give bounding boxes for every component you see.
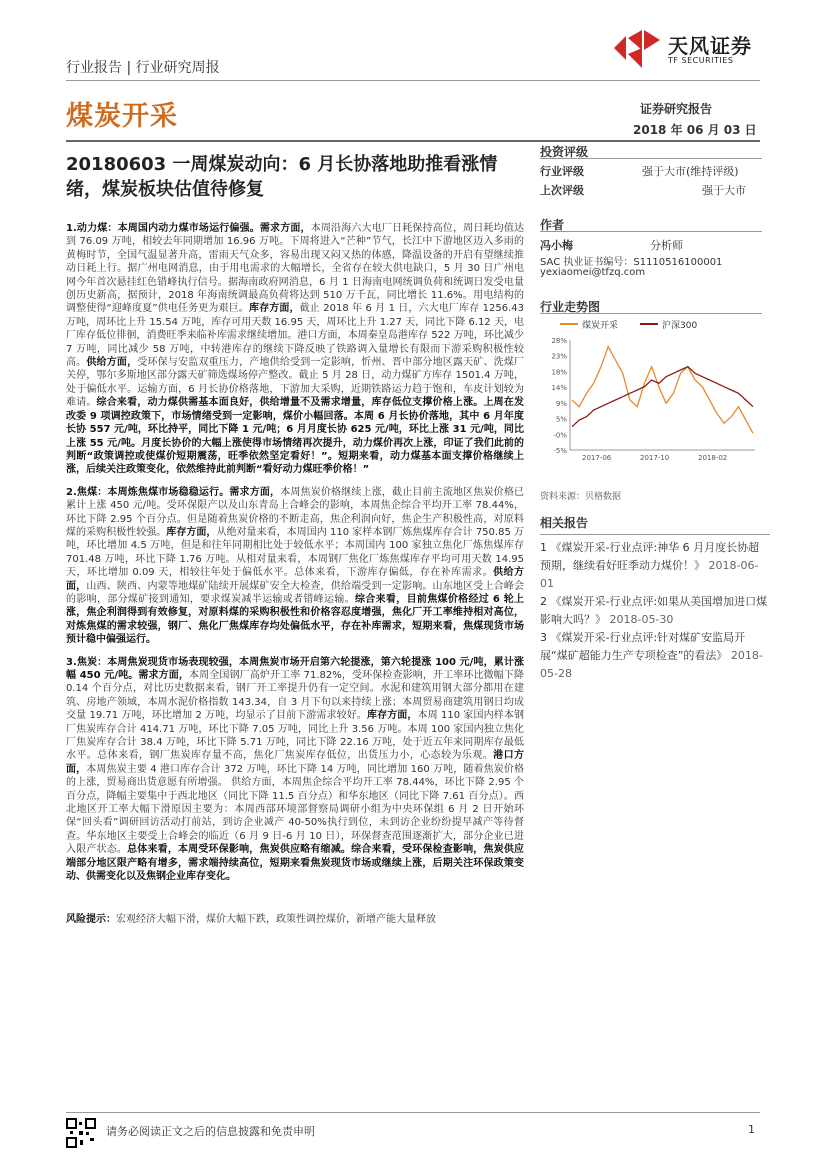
x-tick-label: 2017-10	[640, 454, 670, 462]
para-bold: 供给方面，	[66, 567, 525, 592]
page-title: 20180603 一周煤炭动向：6 月长协落地助推看涨情绪，煤炭板块估值待修复	[66, 154, 498, 200]
author-title: 作者	[540, 218, 565, 232]
para-label: 3.焦炭：	[66, 656, 108, 668]
risk-warning	[66, 910, 524, 925]
related-item[interactable]	[540, 629, 770, 683]
para-text: 本周焦炭价格继续上涨，截止目前主流地区焦炭价格已累计上涨 450 元/吨。受环保限产以及山东青岛上合峰会的影响，本周焦企综合平均开工率 78.44%，环比下降 2.95 个百分点。但是随着焦炭价格的不断走高，焦企利润向好，焦企生产积极性高，对原料煤的采购积极性较强。	[66, 486, 525, 538]
sidebar-divider	[540, 534, 770, 535]
related-text[interactable]: 1 《煤炭开采-行业点评:神华 6 月月度长协超预期，继续看好旺季动力煤价！》	[540, 541, 760, 572]
para-bold: 港口方面，	[66, 750, 525, 775]
chart-title: 行业走势图	[540, 300, 601, 314]
para-bold: 本周国内动力煤市场运行偏强。需求方面，	[117, 223, 311, 234]
x-tick-label: 2018-02	[698, 454, 728, 462]
related-date: 2018-05-28	[540, 649, 763, 680]
para-text: 山西、陕西、内蒙等地煤矿陆续开展煤矿安全大检查，供给端受到一定影响。山东地区受上合峰会的影响，部分煤矿接到通知，要求煤炭减半运输或者错峰运输。	[66, 580, 525, 605]
license-label: SAC 执业证书编号：	[540, 257, 634, 268]
sidebar-divider	[540, 158, 762, 159]
footer-disclaimer: 请务必阅读正文之后的信息披露和免责申明	[106, 1125, 315, 1138]
paragraph-thermal-coal	[66, 222, 524, 477]
related-text[interactable]: 3 《煤炭开采-行业点评:针对煤矿安监局开展“煤矿超能力生产专项检查”的看法》	[540, 631, 746, 662]
para-text: 截止 2018 年 6 月 1 日，六大电厂库存 1256.43 万吨，周环比上升 15.54 万吨，库存可用天数 16.95 天，周环比上升 1.27 天，同比下降 6.12 天，电厂库存低位徘徊，消费旺季来临补库需求继续增加。港口方面，本周秦皇岛港库存 522 万吨，环比减少 7 万吨，同比减少 58 万吨，中转港库存的继续下降反映了铁路调入量增长有限而下游采购积极性较高。	[66, 303, 525, 369]
license	[540, 253, 722, 268]
logo-subtitle: TF SECURITIES	[668, 56, 734, 65]
related-reports	[540, 514, 770, 683]
y-tick-label: 14%	[551, 384, 567, 393]
industry-rating-value: 强于大市(维持评级)	[642, 165, 739, 178]
related-date: 2018-05-30	[609, 613, 674, 626]
industry-trend-chart	[540, 312, 765, 487]
chart-svg	[540, 312, 765, 487]
breadcrumb: 行业报告 | 行业研究周报	[66, 60, 220, 76]
chart-source: 资料来源：贝格数据	[540, 492, 622, 502]
series-line	[572, 347, 753, 434]
legend-label: 沪深300	[662, 321, 698, 331]
para-bold: 综合来看，动力煤供需基本面良好，供给增量不及需求增量，库存低位支撑价格上涨。上周在发改委 9 项调控政策下，市场情绪受到一定影响，煤价小幅回落。本周 6 月长协价落地，其中 6 月年度长协 557 元/吨，环比持平，同比下降 1 元/吨；6 月月度长协 625 元/吨，环比上涨 31 元/吨，同比上涨 55 元/吨。月度长协价的大幅上涨使得市场情绪再次提升，动力煤价再次上涨，印证了我们此前的判断“政策调控或使煤价短期震荡，旺季依然坚定看好！”。短期来看，动力煤基本面支撑价格继续上涨，后续关注政策变化，依然维持此前判断“看好动力煤旺季价格！”	[66, 397, 525, 476]
logo-mark-icon	[612, 28, 664, 72]
para-bold: 库存方面，	[366, 710, 418, 722]
page-number: 1	[748, 1123, 755, 1136]
x-tick-label: 2017-06	[582, 454, 612, 462]
y-tick-label: -0%	[553, 431, 567, 440]
para-bold: 供给方面，	[86, 357, 138, 369]
section-title: 煤炭开采	[66, 101, 178, 132]
para-text: 本周 110 家国内样本钢厂焦炭库存合计 414.71 万吨，环比下降 7.05 万吨，同比上升 3.56 万吨。本周 100 家国内独立焦化厂焦炭库存合计 38.4 万吨，环比下降 5.71 万吨，同比下降 22.16 万吨，处于近五年来同期库存最低水平。总体来看，钢厂焦炭库存量不高，焦化厂焦炭库存低位，出货压力小，心态较为乐观。	[66, 710, 524, 762]
y-tick-label: 28%	[551, 337, 567, 345]
paragraph-coke	[66, 656, 524, 884]
report-type: 证券研究报告	[640, 102, 713, 116]
prev-rating-value: 强于大市	[702, 184, 746, 197]
para-text: 本周全国钢厂高炉开工率 71.82%，受环保检查影响，开工率环比微幅下降 0.14 个百分点，对比历史数据来看，钢厂开工率提升仍有一定空间。水泥和建筑用钢大部分都用在建筑、房地产领域，本周水泥价格指数 143.34，自 3 月下旬以来持续上涨；本周贸易商建筑用钢日均成交量 19.71 万吨，环比增加 2 万吨，均显示了目前下游需求较好。	[66, 670, 524, 722]
related-item[interactable]	[540, 539, 770, 593]
para-bold: 本周焦炭现货市场表现较强，本周焦炭市场开启第六轮提涨，第六轮提涨 100 元/吨，累计涨幅 450 元/吨。需求方面，	[66, 656, 524, 681]
related-date: 2018-06-01	[540, 559, 759, 590]
para-text: 受环保与安监双重压力，产地供给受到一定影响，忻州、晋中部分地区露天矿、洗煤厂关停，鄂尔多斯地区部分露天矿筛选煤场停产整改。截止 5 月 28 日，动力煤矿方库存 1501.4 万吨，处于偏低水平。运输方面，6 月长协价格落地，下游加大采购，近期铁路运力趋于饱和，车皮计划较为难请。	[66, 357, 525, 409]
author-role: 分析师	[650, 239, 683, 252]
author-email[interactable]: yexiaomei@tfzq.com	[540, 267, 646, 278]
para-bold: 综合来看，目前焦煤价格经过 6 轮上涨，焦企利润得到有效修复，对原料煤的采购积极性和价格容忍度增强，焦化厂开工率维持相对高位，对炼焦煤的需求较强，钢厂、焦化厂焦煤库存均处偏低水平，存在补库需求，短期来看，焦煤现货市场预计稳中偏强运行。	[66, 593, 525, 646]
industry-rating-label: 行业评级	[540, 165, 584, 178]
related-title: 相关报告	[540, 516, 589, 530]
related-text[interactable]: 2 《煤炭开采-行业点评:如果从美国增加进口煤影响大吗？》	[540, 595, 768, 626]
risk-text: 宏观经济大幅下滑，煤价大幅下跌，政策性调控煤价，新增产能大量释放	[116, 914, 436, 925]
paragraph-coking-coal	[66, 486, 524, 647]
para-bold: 库存方面，	[166, 526, 217, 538]
logo-name: 天风证券	[668, 34, 752, 58]
y-tick-label: 18%	[551, 368, 567, 377]
author-name: 冯小梅	[540, 239, 573, 252]
related-item[interactable]	[540, 593, 770, 629]
para-bold: 总体来看，本周受环保影响，焦炭供应略有缩减。综合来看，受环保检查影响，焦炭供应端部分地区限产略有增多，需求端持续高位，短期来看焦炭现货市场或继续上涨，后期关注环保政策变动、供需变化以及焦钢企业库存变化。	[66, 844, 525, 883]
rating-title: 投资评级	[540, 145, 589, 159]
y-tick-label: 5%	[555, 415, 567, 424]
para-text: 从绝对量来看，本周国内 110 家样本钢厂炼焦煤库存合计 750.85 万吨，环比增加 4.5 万吨，但是和往年同期相比处于较低水平；本周国内 100 家独立焦化厂炼焦煤库存 701.48 万吨，环比下降 1.76 万吨。从相对量来看，本周钢厂焦化厂炼焦煤库存平均可用天数 14.95 天，环比增加 0.09 天，相较往年处于偏低水平。总体来看，下游库存偏低，存在补库需求。	[66, 526, 525, 579]
prev-rating-label: 上次评级	[540, 184, 584, 197]
series-line	[572, 367, 753, 427]
y-tick-label: -5%	[553, 447, 567, 455]
qr-code-icon	[66, 1118, 96, 1148]
license-number: S1110516100001	[633, 257, 723, 268]
para-label: 1.动力煤：	[66, 223, 118, 234]
risk-label: 风险提示：	[66, 914, 116, 925]
y-tick-label: 23%	[551, 352, 567, 361]
report-date: 2018 年 06 月 03 日	[633, 123, 757, 137]
para-text: 本周焦炭主要 4 港口库存合计 372 万吨，环比下降 14 万吨，同比增加 160 万吨，随着焦炭价格的上涨，贸易商出货意愿有所增强。 供给方面，本周焦企综合平均开工率 78.44%，环比下降 2.95 个百分点，降幅主要集中于西北地区（同比下降 11.5 百分点）和华东地区（同比下降 7.61 百分点）。西北地区开工率大幅下滑原因主要为：本周西部环境部督察局调研小组为中央环保组 6 月 2 日开始环保“回头看”调研回访活动打前站，到访企业减产 40-50%执行到位，未到访企业纷纷提早减产等待督查。华东地区主要受上合峰会的临近（6 月 9 日-6 月 10 日），环保督查范围逐渐扩大，部分企业已进入限产状态。	[66, 763, 524, 856]
para-bold: 本周炼焦煤市场稳稳运行。需求方面，	[107, 486, 281, 498]
report-body	[66, 222, 524, 893]
sidebar-divider	[540, 231, 762, 232]
footer-divider	[66, 1112, 760, 1113]
header-divider	[66, 80, 760, 81]
y-tick-label: 9%	[555, 399, 567, 408]
para-bold: 库存方面，	[248, 303, 300, 315]
legend-label: 煤炭开采	[582, 321, 619, 331]
title-divider	[66, 140, 760, 142]
para-label: 2.焦煤：	[66, 486, 108, 498]
para-text: 本周沿海六大电厂日耗保持高位，周日耗均值达到 76.09 万吨，相较去年同期增加 16.96 万吨。下周将进入“芒种”节气，长江中下游地区迈入多雨的黄梅时节，全国气温显著升高，雷雨天气众多，容易出现又闷又热的体感，降温设备的开启有望继续推动日耗上行。据广州电网消息，由于用电需求的大幅增长，全省存在较大供电缺口，5 月 30 日广州电网今年首次悬挂红色错峰执行信号。据海南政府网消息，6 月 1 日海南电网统调负荷和统调日发受电量创历史新高，据预计，2018 年海南统调最高负荷将达到 510 万千瓦，同比增长 11.6%。用电结构的调整使得“迎峰度夏”供电任务更为艰巨。	[66, 223, 525, 315]
